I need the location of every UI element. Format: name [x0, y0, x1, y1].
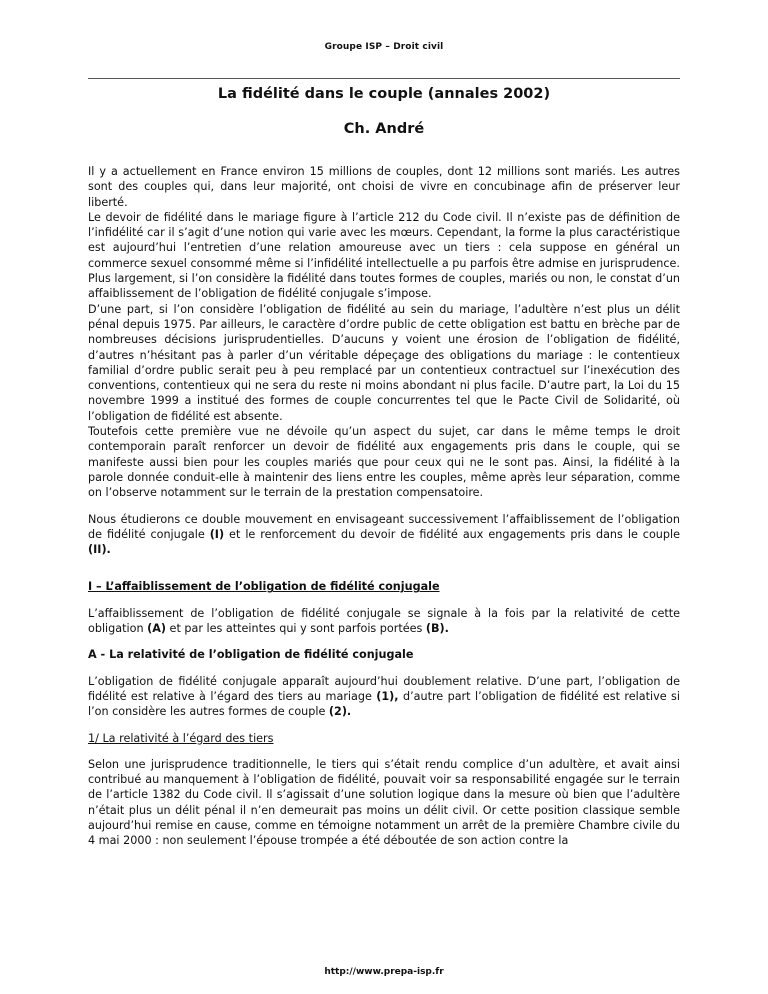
document-title: La fidélité dans le couple (annales 2002)	[217, 86, 551, 102]
intro-paragraph-3: D’une part, si l’on considère l’obligation de fidélité au sein du mariage, l’adultère n’est plus un délit pénal depuis 1975. Par ailleurs, le caractère d’ordre public de cette obligation est battu en brèche par de nombreuses décisions jurisprudentielles. D’aucuns y voient une érosion de l’obligation de fidélité, d’autres n’hésitant pas à parler d’un véritable dépeçage des obligations du mariage : le contentieux familial d’ordre public serait peu à peu remplacé par un contentieux contractuel sur l’inexécution des conventions, contentieux qui ne sera du reste ni moins abondant ni plus facile. D’autre part, la Loi du 15 novembre 1999 a institué des formes de couple concurrentes tel que le Pacte Civil de Solidarité, où l’obligation de fidélité est absente.	[88, 302, 680, 423]
part-a-ref-1: (1),	[376, 689, 399, 703]
intro-paragraph-1: Il y a actuellement en France environ 15 millions de couples, dont 12 millions sont mariés. Les autres sont des couples qui, dans leur majorité, ont choisi de vivre en concubinage afin de préserver leur liberté.	[88, 165, 680, 209]
sub-sub-heading-part-1-1: 1/ La relativité à l’égard des tiers	[88, 731, 274, 745]
intro-plan-paragraph	[88, 512, 680, 558]
intro-paragraph-4: Toutefois cette première vue ne dévoile qu’un aspect du sujet, car dans le même temps le droit contemporain paraît renforcer un devoir de fidélité aux engagements pris dans le couple, qui se manifeste aussi bien pour les couples mariés que pour ceux qui ne le sont pas. Ainsi, la fidélité à la parole donnée conduit-elle à maintenir des liens entre les couples, même après leur séparation, comme on l’observe notamment sur le terrain de la prestation compensatoire.	[88, 425, 680, 500]
plan-ref-2: (II).	[88, 543, 111, 557]
running-header: Groupe ISP – Droit civil	[324, 42, 444, 52]
part-1-1-paragraph: Selon une jurisprudence traditionnelle, le tiers qui s’était rendu complice d’un adultère, et avait ainsi contribué au manquement à l’obligation de fidélité, pouvait voir sa responsabilité engagée sur le terrain de l’article 1382 du Code civil. Il s’agissait d’une solution logique dans la mesure où bien que l’adultère n’était plus un délit pénal il n’en demeurait pas moins un délit civil. Or cette position classique semble aujourd’hui remise en cause, comme en témoigne notamment un arrêt de la première Chambre civile du 4 mai 2000 : non seulement l’épouse trompée a été déboutée de son action contre la	[88, 757, 680, 848]
part-1-ref-a: (A)	[147, 622, 166, 636]
section-heading-part-1: I – L’affaiblissement de l’obligation de fidélité conjugale	[88, 580, 440, 594]
part-a-text-b: d’autre part l’obligation de fidélité est relative si l’on considère les autres formes de couple	[88, 689, 680, 719]
part-1-text-a: L’affaiblissement de l’obligation de fidélité conjugale se signale à la fois par la relativité de cette obligation	[88, 606, 680, 636]
part-1-text-b: et par les atteintes qui y sont parfois portées	[166, 622, 426, 636]
plan-text-a: Nous étudierons ce double mouvement en envisageant successivement l’affaiblissement de l’obligation de fidélité conjugale	[88, 512, 680, 541]
sub-heading-part-a: A - La relativité de l’obligation de fidélité conjugale	[88, 648, 414, 662]
plan-text-b: et le renforcement du devoir de fidélité aux engagements pris dans le couple	[224, 527, 680, 541]
document-author: Ch. André	[343, 121, 425, 137]
part-1-paragraph	[88, 606, 680, 637]
plan-ref-1: (I)	[209, 527, 225, 541]
document-body	[88, 164, 680, 849]
part-a-ref-2: (2).	[328, 705, 352, 719]
part-a-paragraph	[88, 674, 680, 720]
footer-url: http://www.prepa-isp.fr	[324, 967, 444, 977]
part-a-text-a: L’obligation de fidélité conjugale apparaît aujourd’hui doublement relative. D’une part, l’obligation de fidélité est relative à l’égard des tiers au mariage	[88, 674, 680, 703]
part-1-ref-b: (B).	[425, 622, 449, 636]
header-divider	[88, 78, 680, 79]
intro-paragraph-2: Le devoir de fidélité dans le mariage figure à l’article 212 du Code civil. Il n’existe pas de définition de l’infidélité car il s’agit d’une notion qui varie avec les mœurs. Cependant, la forme la plus caractéristique est aujourd’hui l’entretien d’une relation amoureuse avec un tiers : cela suppose en général un commerce sexuel consommé même si l’infidélité intellectuelle a pu parfois être admise en jurisprudence. Plus largement, si l’on considère la fidélité dans toutes formes de couples, mariés ou non, le constat d’un affaiblissement de l’obligation de fidélité conjugale s’impose.	[88, 210, 680, 301]
